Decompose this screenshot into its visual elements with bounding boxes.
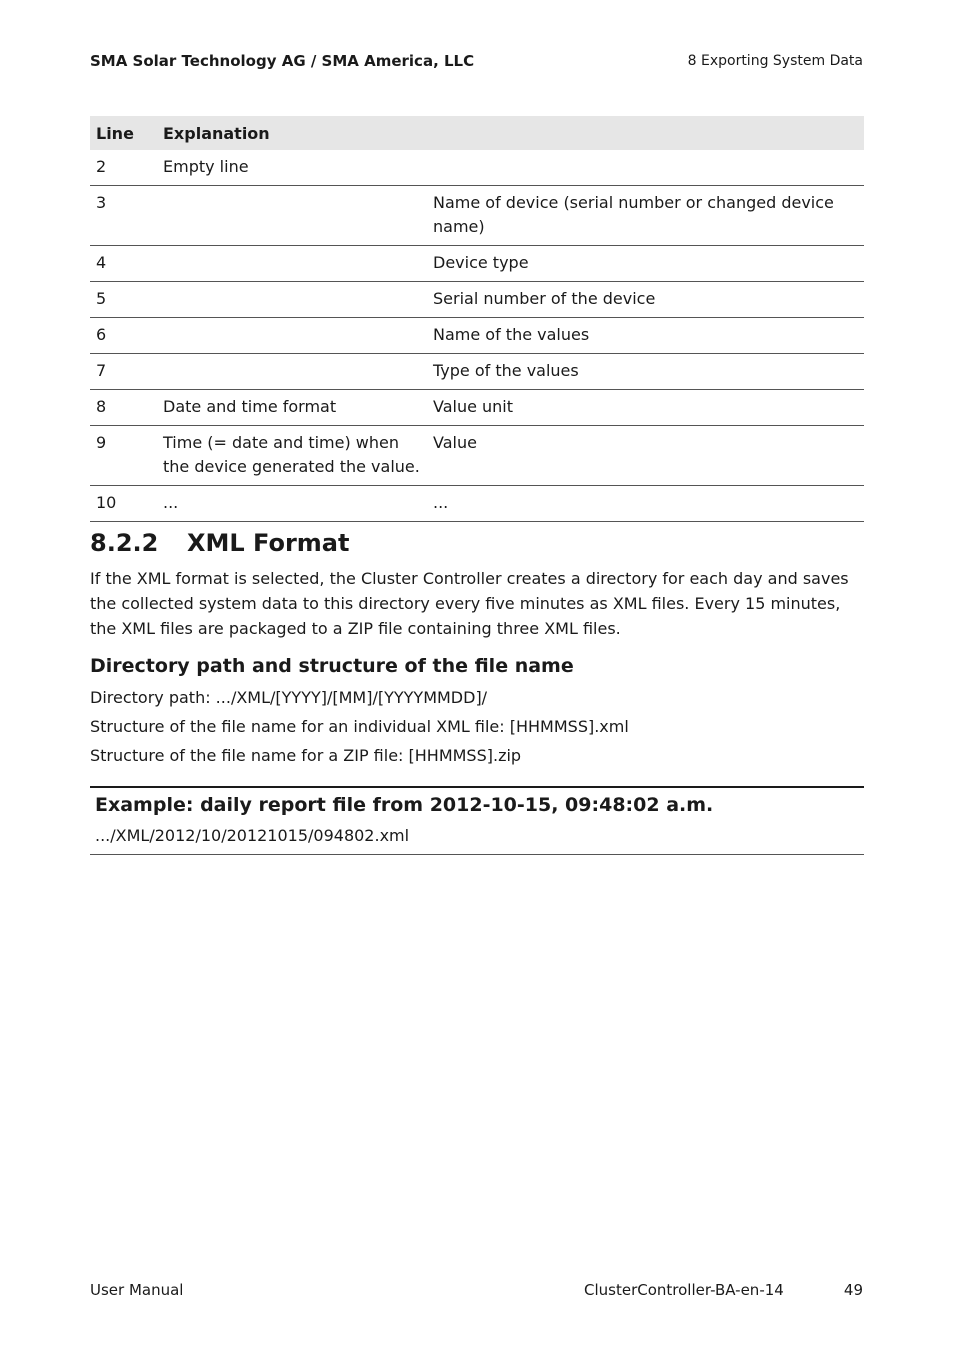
- table-row: [90, 354, 864, 390]
- cell-explanation: Empty line: [163, 157, 249, 176]
- cell-explanation: Time (= date and time) when the device generated the value.: [157, 426, 427, 486]
- cell-line: 5: [90, 282, 157, 318]
- cell-line: 2: [96, 157, 107, 176]
- example-title: Example: daily report file from 2012-10-15, 09:48:02 a.m.: [95, 794, 714, 816]
- line-explanation-table: [90, 116, 864, 522]
- cell-detail: Name of device (serial number or changed device name): [427, 186, 864, 246]
- section-heading: [90, 529, 349, 557]
- subsection-heading: Directory path and structure of the file name: [90, 655, 574, 677]
- section-number: 8.2.2: [90, 529, 159, 557]
- directory-path-line: Directory path: .../XML/[YYYY]/[MM]/[YYYYMMDD]/: [90, 688, 488, 707]
- table-header-row: [90, 116, 864, 150]
- cell-explanation: [157, 354, 427, 390]
- section-title: XML Format: [187, 529, 350, 557]
- header-company: SMA Solar Technology AG / SMA America, LLC: [90, 52, 475, 70]
- table-row: [90, 318, 864, 354]
- table-row: [90, 186, 864, 246]
- example-box: [90, 786, 864, 855]
- table-row: [90, 486, 864, 522]
- zip-filename-line: Structure of the file name for a ZIP file: [HHMMSS].zip: [90, 746, 522, 765]
- example-path: .../XML/2012/10/20121015/094802.xml: [95, 826, 410, 845]
- footer-manual-label: User Manual: [90, 1281, 184, 1299]
- header-chapter: 8 Exporting System Data: [687, 53, 863, 69]
- cell-explanation: [157, 246, 427, 282]
- cell-detail: Name of the values: [427, 318, 864, 354]
- cell-line: 6: [90, 318, 157, 354]
- cell-explanation: [157, 318, 427, 354]
- cell-detail: [427, 150, 864, 186]
- column-header-line: Line: [90, 116, 157, 150]
- table-row: [90, 426, 864, 486]
- cell-detail: Serial number of the device: [427, 282, 864, 318]
- cell-line: 8: [90, 390, 157, 426]
- cell-line: 3: [90, 186, 157, 246]
- table-row: [90, 246, 864, 282]
- cell-explanation: Date and time format: [157, 390, 427, 426]
- cell-explanation: [157, 186, 427, 246]
- table-row: [90, 150, 864, 186]
- section-paragraph: If the XML format is selected, the Cluster Controller creates a directory for each day and saves the collected system data to this directory every five minutes as XML files. Every 15 minutes, the XML files are packaged to a ZIP file containing three XML files.: [90, 569, 849, 638]
- column-header-explanation: Explanation: [157, 116, 427, 150]
- cell-detail: ...: [427, 486, 864, 522]
- xml-filename-line: Structure of the file name for an individual XML file: [HHMMSS].xml: [90, 717, 629, 736]
- cell-line: 4: [90, 246, 157, 282]
- footer-document-id: ClusterController-BA-en-14: [584, 1281, 784, 1299]
- table-row: [90, 390, 864, 426]
- cell-explanation: ...: [157, 486, 427, 522]
- cell-line: 7: [90, 354, 157, 390]
- cell-detail: Value: [427, 426, 864, 486]
- table-row: [90, 282, 864, 318]
- column-header-blank: [427, 116, 864, 150]
- cell-detail: Device type: [427, 246, 864, 282]
- cell-explanation: [157, 282, 427, 318]
- cell-detail: Type of the values: [427, 354, 864, 390]
- cell-detail: Value unit: [427, 390, 864, 426]
- footer-page-number: 49: [843, 1281, 863, 1299]
- cell-line: 10: [90, 486, 157, 522]
- cell-line: 9: [90, 426, 157, 486]
